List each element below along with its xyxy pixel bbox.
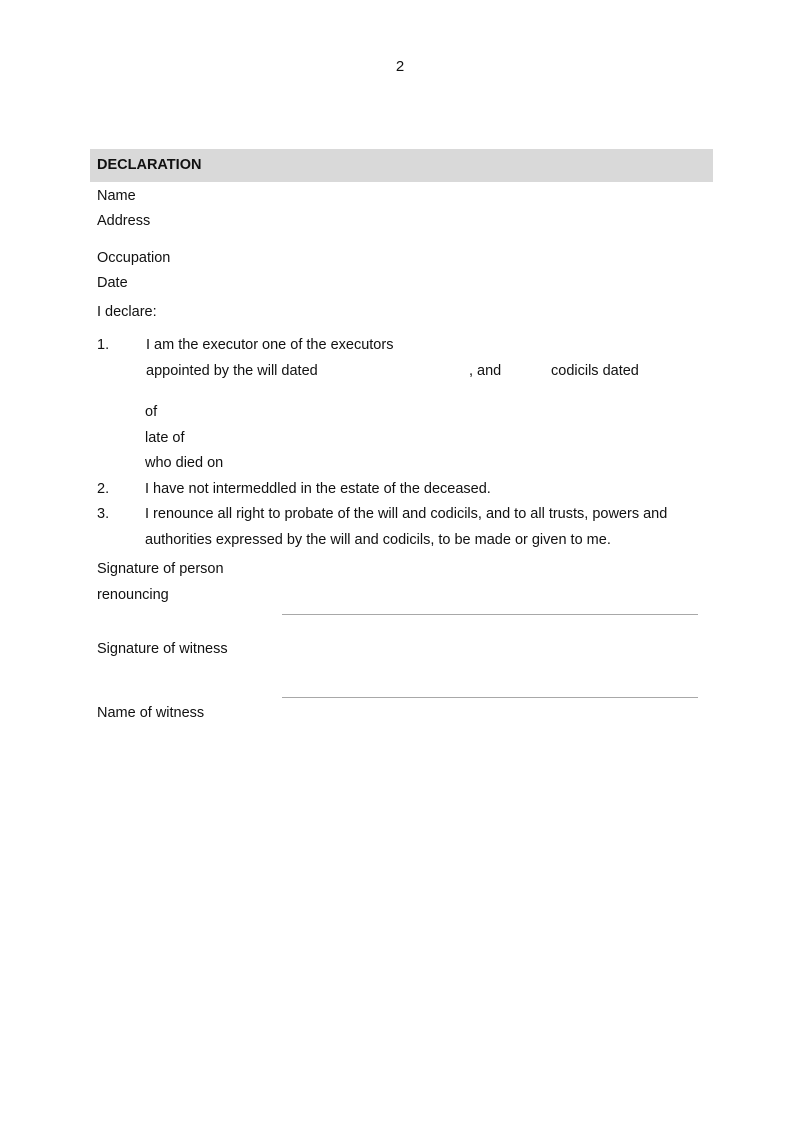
page-number: 2 — [395, 58, 405, 75]
item-1-executor-text: I am the executor one of the executors — [146, 337, 394, 353]
item-3-text-line-1: I renounce all right to probate of the will and codicils, and to all trusts, powers and — [145, 506, 668, 522]
signature-person-line — [282, 614, 698, 615]
item-1-died-on-label: who died on — [145, 455, 224, 471]
address-label: Address — [97, 213, 151, 229]
signature-witness-line — [282, 697, 698, 698]
name-label: Name — [97, 188, 136, 204]
occupation-label: Occupation — [97, 250, 171, 266]
item-1-late-of-label: late of — [145, 430, 185, 446]
section-title: DECLARATION — [97, 157, 202, 173]
item-3-number: 3. — [97, 506, 110, 522]
declare-intro: I declare: — [97, 304, 157, 320]
item-1-codicils-text: codicils dated — [551, 363, 639, 379]
date-label: Date — [97, 275, 128, 291]
item-1-appointed-text: appointed by the will dated — [146, 363, 318, 379]
item-1-and-text: , and — [469, 363, 502, 379]
item-2-text: I have not intermeddled in the estate of the deceased. — [145, 481, 491, 497]
signature-witness-label: Signature of witness — [97, 641, 228, 657]
signature-person-label-line-1: Signature of person — [97, 561, 224, 577]
section-header — [90, 149, 713, 182]
item-1-number: 1. — [97, 337, 110, 353]
item-3-text-line-2: authorities expressed by the will and codicils, to be made or given to me. — [145, 532, 611, 548]
item-2-number: 2. — [97, 481, 110, 497]
signature-person-label-line-2: renouncing — [97, 587, 169, 603]
item-1-of-label: of — [145, 404, 158, 420]
witness-name-label: Name of witness — [97, 705, 205, 721]
